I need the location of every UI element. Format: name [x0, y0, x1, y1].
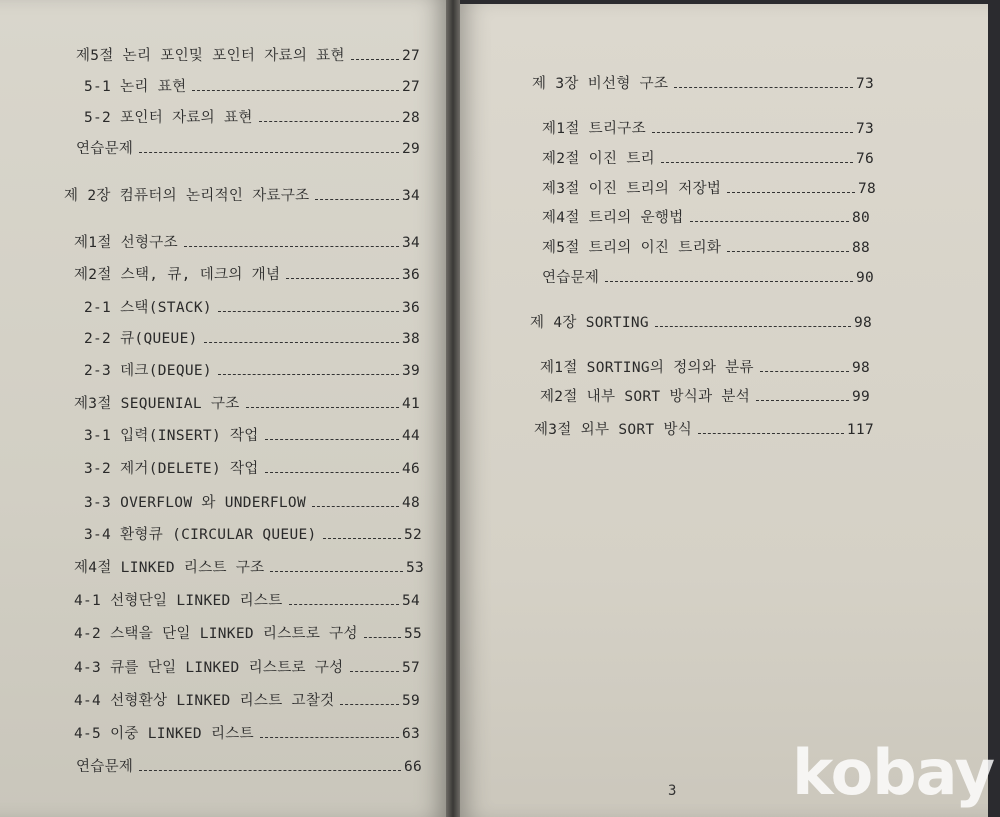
entry-title: 3-3 OVERFLOW 와 UNDERFLOW — [84, 495, 306, 511]
entry-title: 제2절 내부 SORT 방식과 분석 — [540, 389, 751, 405]
watermark-logo: kobay — [792, 736, 994, 809]
leader-dashes — [605, 281, 853, 282]
entry-title: 2-3 데크(DEQUE) — [84, 363, 212, 379]
entry-title: 제4절 트리의 운행법 — [542, 210, 684, 226]
right-toc-entry — [530, 311, 872, 332]
left-toc-entry — [76, 137, 420, 158]
entry-title: 5-2 포인터 자료의 표현 — [84, 110, 253, 126]
entry-page-number: 99 — [851, 389, 870, 405]
entry-page-number: 46 — [401, 461, 420, 477]
entry-page-number: 36 — [401, 267, 420, 283]
entry-title: 제5절 논리 포인및 포인터 자료의 표현 — [76, 48, 345, 64]
left-toc-entry — [74, 656, 420, 677]
entry-page-number: 28 — [401, 110, 420, 126]
leader-dashes — [260, 737, 399, 738]
leader-dashes — [364, 637, 401, 638]
entry-page-number: 90 — [855, 270, 874, 286]
entry-page-number: 39 — [401, 363, 420, 379]
entry-page-number: 41 — [401, 396, 420, 412]
entry-title: 제 3장 비선형 구조 — [532, 76, 669, 92]
left-toc-entry — [64, 184, 420, 205]
leader-dashes — [184, 246, 399, 247]
right-toc-entry — [542, 266, 874, 287]
leader-dashes — [351, 59, 399, 60]
leader-dashes — [760, 371, 849, 372]
leader-dashes — [289, 604, 399, 605]
entry-page-number: 98 — [853, 315, 872, 331]
left-toc-entry — [84, 296, 420, 317]
entry-page-number: 44 — [401, 428, 420, 444]
entry-title: 제3절 이진 트리의 저장법 — [542, 181, 722, 197]
left-toc-entry — [84, 327, 420, 348]
leader-dashes — [139, 770, 401, 771]
entry-title: 4-1 선형단일 LINKED 리스트 — [74, 593, 283, 609]
entry-page-number: 78 — [857, 181, 876, 197]
entry-page-number: 66 — [403, 759, 422, 775]
left-toc-entry — [74, 689, 420, 710]
right-toc-entry — [542, 236, 870, 257]
right-toc-entry — [540, 385, 870, 406]
leader-dashes — [218, 374, 399, 375]
leader-dashes — [246, 407, 399, 408]
entry-title: 연습문제 — [76, 141, 134, 157]
entry-title: 2-2 큐(QUEUE) — [84, 331, 198, 347]
left-toc-entry — [74, 263, 420, 284]
left-toc-entry — [84, 523, 422, 544]
entry-title: 제4절 LINKED 리스트 구조 — [74, 560, 265, 576]
entry-title: 제2절 스택, 큐, 데크의 개념 — [74, 267, 281, 283]
left-toc-entry — [84, 491, 420, 512]
right-toc-entry — [532, 72, 874, 93]
left-toc-entry — [76, 44, 420, 65]
entry-title: 연습문제 — [76, 759, 134, 775]
entry-page-number: 48 — [401, 495, 420, 511]
leader-dashes — [323, 538, 401, 539]
leader-dashes — [139, 152, 399, 153]
entry-page-number: 27 — [401, 48, 420, 64]
leader-dashes — [727, 192, 855, 193]
leader-dashes — [192, 90, 399, 91]
entry-title: 제5절 트리의 이진 트리화 — [542, 240, 722, 256]
entry-page-number: 54 — [401, 593, 420, 609]
left-toc-entry — [74, 589, 420, 610]
entry-title: 제 2장 컴퓨터의 논리적인 자료구조 — [64, 188, 310, 204]
leader-dashes — [218, 311, 399, 312]
leader-dashes — [655, 326, 851, 327]
entry-page-number: 27 — [401, 79, 420, 95]
right-toc-entry — [534, 418, 874, 439]
right-toc-entry — [540, 356, 870, 377]
entry-page-number: 88 — [851, 240, 870, 256]
book-gutter — [446, 0, 460, 817]
page-number: 3 — [668, 783, 677, 799]
right-toc-entry — [542, 117, 874, 138]
leader-dashes — [204, 342, 399, 343]
leader-dashes — [756, 400, 849, 401]
entry-page-number: 29 — [401, 141, 420, 157]
entry-title: 제1절 트리구조 — [542, 121, 646, 137]
entry-page-number: 55 — [403, 626, 422, 642]
entry-title: 제 4장 SORTING — [530, 315, 649, 331]
left-toc-entry — [84, 106, 420, 127]
entry-page-number: 73 — [855, 76, 874, 92]
leader-dashes — [270, 571, 402, 572]
leader-dashes — [674, 87, 853, 88]
entry-title: 2-1 스택(STACK) — [84, 300, 212, 316]
left-toc-entry — [74, 556, 424, 577]
entry-page-number: 73 — [855, 121, 874, 137]
entry-page-number: 63 — [401, 726, 420, 742]
entry-page-number: 117 — [846, 422, 874, 438]
entry-title: 제1절 SORTING의 정의와 분류 — [540, 360, 754, 376]
entry-title: 4-5 이중 LINKED 리스트 — [74, 726, 254, 742]
entry-title: 4-2 스택을 단일 LINKED 리스트로 구성 — [74, 626, 358, 642]
left-toc-entry — [76, 755, 422, 776]
entry-page-number: 38 — [401, 331, 420, 347]
leader-dashes — [652, 132, 853, 133]
leader-dashes — [698, 433, 844, 434]
right-toc-entry — [542, 147, 874, 168]
leader-dashes — [690, 221, 849, 222]
entry-page-number: 52 — [403, 527, 422, 543]
entry-page-number: 34 — [401, 235, 420, 251]
entry-page-number: 98 — [851, 360, 870, 376]
entry-title: 4-4 선형환상 LINKED 리스트 고찰것 — [74, 693, 335, 709]
entry-page-number: 53 — [405, 560, 424, 576]
leader-dashes — [315, 199, 398, 200]
leader-dashes — [259, 121, 399, 122]
left-toc-entry — [84, 75, 420, 96]
leader-dashes — [340, 704, 398, 705]
entry-title: 3-1 입력(INSERT) 작업 — [84, 428, 259, 444]
entry-page-number: 34 — [401, 188, 420, 204]
leader-dashes — [265, 472, 399, 473]
entry-title: 제3절 SEQUENIAL 구조 — [74, 396, 240, 412]
leader-dashes — [661, 162, 853, 163]
left-toc-entry — [74, 722, 420, 743]
left-toc-entry — [74, 231, 420, 252]
leader-dashes — [727, 251, 849, 252]
left-toc-entry — [74, 622, 422, 643]
entry-title: 3-4 환형큐 (CIRCULAR QUEUE) — [84, 527, 317, 543]
leader-dashes — [312, 506, 399, 507]
entry-title: 4-3 큐를 단일 LINKED 리스트로 구성 — [74, 660, 344, 676]
entry-page-number: 76 — [855, 151, 874, 167]
entry-page-number: 59 — [401, 693, 420, 709]
entry-title: 제3절 외부 SORT 방식 — [534, 422, 693, 438]
leader-dashes — [350, 671, 399, 672]
left-toc-entry — [84, 457, 420, 478]
right-toc-entry — [542, 177, 876, 198]
leader-dashes — [265, 439, 399, 440]
left-toc-entry — [84, 359, 420, 380]
entry-page-number: 57 — [401, 660, 420, 676]
entry-title: 제1절 선형구조 — [74, 235, 178, 251]
right-toc-entry — [542, 206, 870, 227]
entry-page-number: 36 — [401, 300, 420, 316]
entry-title: 연습문제 — [542, 270, 600, 286]
entry-title: 5-1 논리 표현 — [84, 79, 187, 95]
entry-page-number: 80 — [851, 210, 870, 226]
left-toc-entry — [74, 392, 420, 413]
left-toc-entry — [84, 424, 420, 445]
leader-dashes — [286, 278, 399, 279]
entry-title: 제2절 이진 트리 — [542, 151, 655, 167]
entry-title: 3-2 제거(DELETE) 작업 — [84, 461, 259, 477]
